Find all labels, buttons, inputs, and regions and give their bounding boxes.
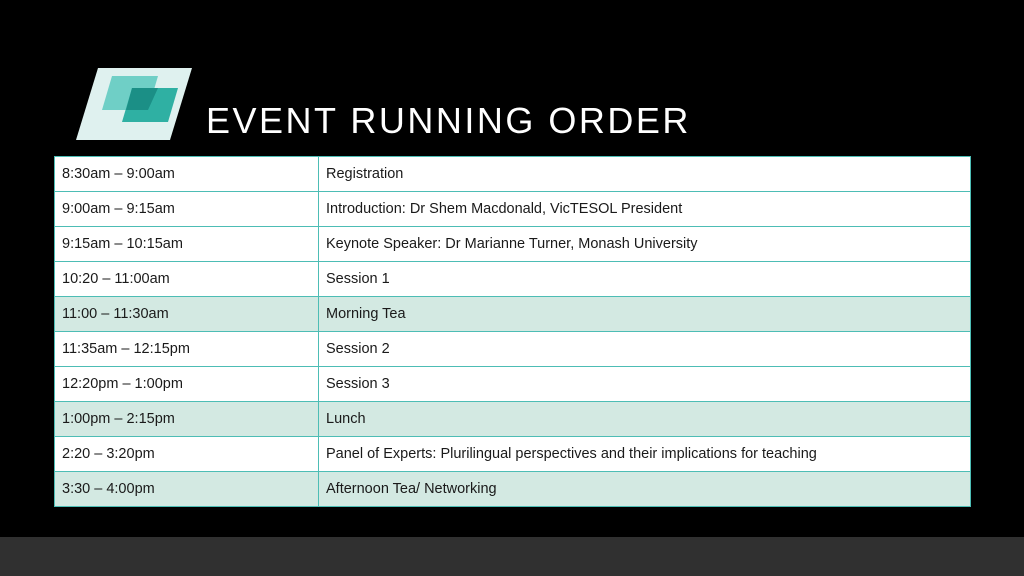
overlapping-teal-shapes-logo-icon <box>74 66 194 142</box>
event-cell: Session 1 <box>319 262 971 297</box>
time-cell: 11:35am – 12:15pm <box>55 332 319 367</box>
time-cell: 8:30am – 9:00am <box>55 157 319 192</box>
time-cell: 9:00am – 9:15am <box>55 192 319 227</box>
table-row <box>55 437 971 472</box>
table-row <box>55 262 971 297</box>
time-cell: 9:15am – 10:15am <box>55 227 319 262</box>
time-cell: 10:20 – 11:00am <box>55 262 319 297</box>
table-row <box>55 472 971 507</box>
table-row <box>55 332 971 367</box>
table-row <box>55 227 971 262</box>
event-cell: Keynote Speaker: Dr Marianne Turner, Monash University <box>319 227 971 262</box>
time-cell: 11:00 – 11:30am <box>55 297 319 332</box>
table-row <box>55 192 971 227</box>
event-cell: Afternoon Tea/ Networking <box>319 472 971 507</box>
page-title: EVENT RUNNING ORDER <box>206 100 691 141</box>
event-cell: Panel of Experts: Plurilingual perspectives and their implications for teaching <box>319 437 971 472</box>
time-cell: 2:20 – 3:20pm <box>55 437 319 472</box>
time-cell: 3:30 – 4:00pm <box>55 472 319 507</box>
event-cell: Lunch <box>319 402 971 437</box>
event-cell: Introduction: Dr Shem Macdonald, VicTESOL President <box>319 192 971 227</box>
schedule-table <box>54 156 971 507</box>
table-row <box>55 367 971 402</box>
event-cell: Session 2 <box>319 332 971 367</box>
bottom-bar <box>0 537 1024 576</box>
time-cell: 12:20pm – 1:00pm <box>55 367 319 402</box>
schedule-body <box>55 157 971 507</box>
event-cell: Registration <box>319 157 971 192</box>
table-row <box>55 402 971 437</box>
event-cell: Session 3 <box>319 367 971 402</box>
event-cell: Morning Tea <box>319 297 971 332</box>
time-cell: 1:00pm – 2:15pm <box>55 402 319 437</box>
table-row <box>55 297 971 332</box>
table-row <box>55 157 971 192</box>
